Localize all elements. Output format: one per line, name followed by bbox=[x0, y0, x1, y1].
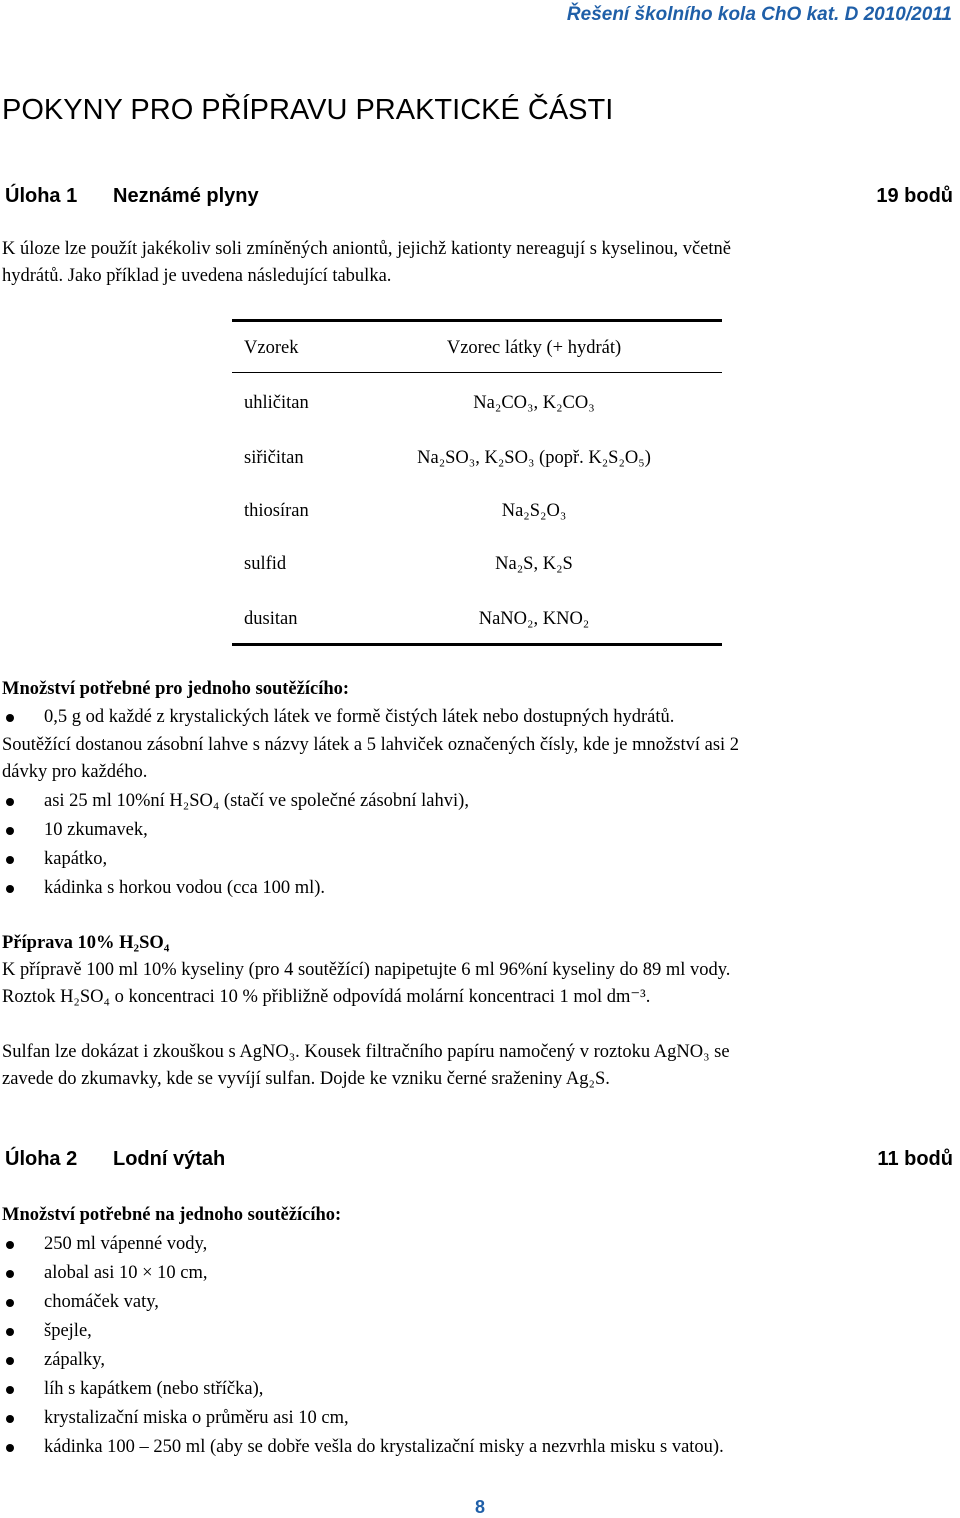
list-item: chomáček vaty, bbox=[0, 1288, 955, 1317]
intro-line-1: K úloze lze použít jakékoliv soli zmíněných aniontů, jejichž kationty nereagují s kyselinou, včetně bbox=[2, 239, 731, 259]
table-cell-formula: Na₂SO₃, K₂SO₃ (popř. K₂S₂O₅) bbox=[417, 448, 651, 468]
task1-points: 19 bodů bbox=[876, 185, 953, 207]
bullet-icon bbox=[6, 1357, 14, 1365]
list-item: kapátko, bbox=[0, 845, 955, 874]
table-cell-sample: siřičitan bbox=[244, 448, 304, 468]
bullet-icon bbox=[6, 1241, 14, 1249]
list-item: líh s kapátkem (nebo stříčka), bbox=[0, 1375, 955, 1404]
bullet-icon bbox=[6, 856, 14, 864]
bullet-icon bbox=[6, 1415, 14, 1423]
table-cell-formula: Na₂S, K₂S bbox=[495, 554, 573, 574]
bullet-icon bbox=[6, 827, 14, 835]
bullet-icon bbox=[6, 798, 14, 806]
task1-intro bbox=[2, 236, 954, 290]
task1-supplies-list bbox=[0, 787, 955, 903]
table-cell-formula: NaNO₂, KNO₂ bbox=[478, 609, 590, 629]
table-cell-formula: Na₂CO₃, K₂CO₃ bbox=[473, 393, 595, 413]
table-bottom-rule bbox=[232, 643, 722, 646]
list-item: alobal asi 10 × 10 cm, bbox=[0, 1259, 955, 1288]
table-cell-sample: thiosíran bbox=[244, 501, 309, 521]
task2-amount-heading: Množství potřebné na jednoho soutěžícího: bbox=[2, 1205, 342, 1225]
bullet-icon bbox=[6, 1328, 14, 1336]
list-item: kádinka 100 – 250 ml (aby se dobře vešla do krystalizační misky a nezvrhla misku s vatou). bbox=[0, 1433, 955, 1462]
table-header-sample: Vzorek bbox=[244, 338, 299, 358]
task1-heading bbox=[5, 185, 259, 208]
sulfan-text bbox=[2, 1039, 954, 1093]
table-cell-formula: Na₂S₂O₃ bbox=[501, 501, 567, 521]
table-cell-sample: sulfid bbox=[244, 554, 287, 574]
list-item: 0,5 g od každé z krystalických látek ve formě čistých látek nebo dostupných hydrátů. bbox=[0, 703, 955, 732]
prep-line-1: K přípravě 100 ml 10% kyseliny (pro 4 soutěžící) napipetujte 6 ml 96%ní kyseliny do 89 ml vody. bbox=[2, 960, 731, 980]
task1-number: Úloha 1 bbox=[5, 185, 78, 207]
sulfan-line-1: Sulfan lze dokázat i zkouškou s AgNO₃. Kousek filtračního papíru namočený v roztoku AgNO₃ se bbox=[2, 1042, 730, 1062]
bullet-icon bbox=[6, 1299, 14, 1307]
page-title: POKYNY PRO PŘÍPRAVU PRAKTICKÉ ČÁSTI bbox=[2, 94, 614, 126]
page-number: 8 bbox=[474, 1497, 485, 1517]
prep-line-2: Roztok H₂SO₄ o koncentraci 10 % přibližně odpovídá molární koncentraci 1 mol dm⁻³. bbox=[2, 987, 651, 1007]
task2-number: Úloha 2 bbox=[5, 1148, 78, 1170]
page-header: Řešení školního kola ChO kat. D 2010/2011 bbox=[566, 4, 952, 25]
table-header-formula: Vzorec látky (+ hydrát) bbox=[446, 338, 622, 358]
list-item: 10 zkumavek, bbox=[0, 816, 955, 845]
table-cell-sample: dusitan bbox=[244, 609, 298, 629]
list-item: zápalky, bbox=[0, 1346, 955, 1375]
bullet-icon bbox=[6, 1386, 14, 1394]
task2-points: 11 bodů bbox=[877, 1148, 953, 1170]
table-top-rule bbox=[232, 319, 722, 322]
sulfan-line-2: zavede do zkumavky, kde se vyvíjí sulfan. Dojde ke vzniku černé sraženiny Ag₂S. bbox=[2, 1069, 610, 1089]
task1-amount-list bbox=[0, 703, 955, 732]
bullet-icon bbox=[6, 714, 14, 722]
task1-name: Neznámé plyny bbox=[113, 185, 259, 207]
note-line-2: dávky pro každého. bbox=[2, 762, 148, 782]
note-line-1: Soutěžící dostanou zásobní lahve s názvy látek a 5 lahviček označených čísly, kde je množství asi 2 bbox=[2, 735, 740, 755]
task2-heading bbox=[5, 1148, 225, 1171]
list-item: asi 25 ml 10%ní H₂SO₄ (stačí ve společné zásobní lahvi), bbox=[0, 787, 955, 816]
bullet-icon bbox=[6, 1270, 14, 1278]
list-item: špejle, bbox=[0, 1317, 955, 1346]
table-header-rule bbox=[232, 372, 722, 373]
list-item: krystalizační miska o průměru asi 10 cm, bbox=[0, 1404, 955, 1433]
task2-items-list bbox=[0, 1230, 955, 1462]
table-cell-sample: uhličitan bbox=[244, 393, 309, 413]
task1-amount-note bbox=[2, 732, 954, 786]
list-item: 250 ml vápenné vody, bbox=[0, 1230, 955, 1259]
bullet-icon bbox=[6, 1444, 14, 1452]
intro-line-2: hydrátů. Jako příklad je uvedena následující tabulka. bbox=[2, 266, 392, 286]
task2-name: Lodní výtah bbox=[113, 1148, 226, 1170]
list-item: kádinka s horkou vodou (cca 100 ml). bbox=[0, 874, 955, 903]
bullet-icon bbox=[6, 885, 14, 893]
prep-text bbox=[2, 957, 954, 1011]
task1-amount-heading: Množství potřebné pro jednoho soutěžícího: bbox=[2, 679, 350, 699]
prep-heading: Příprava 10% H₂SO₄ bbox=[2, 933, 170, 953]
